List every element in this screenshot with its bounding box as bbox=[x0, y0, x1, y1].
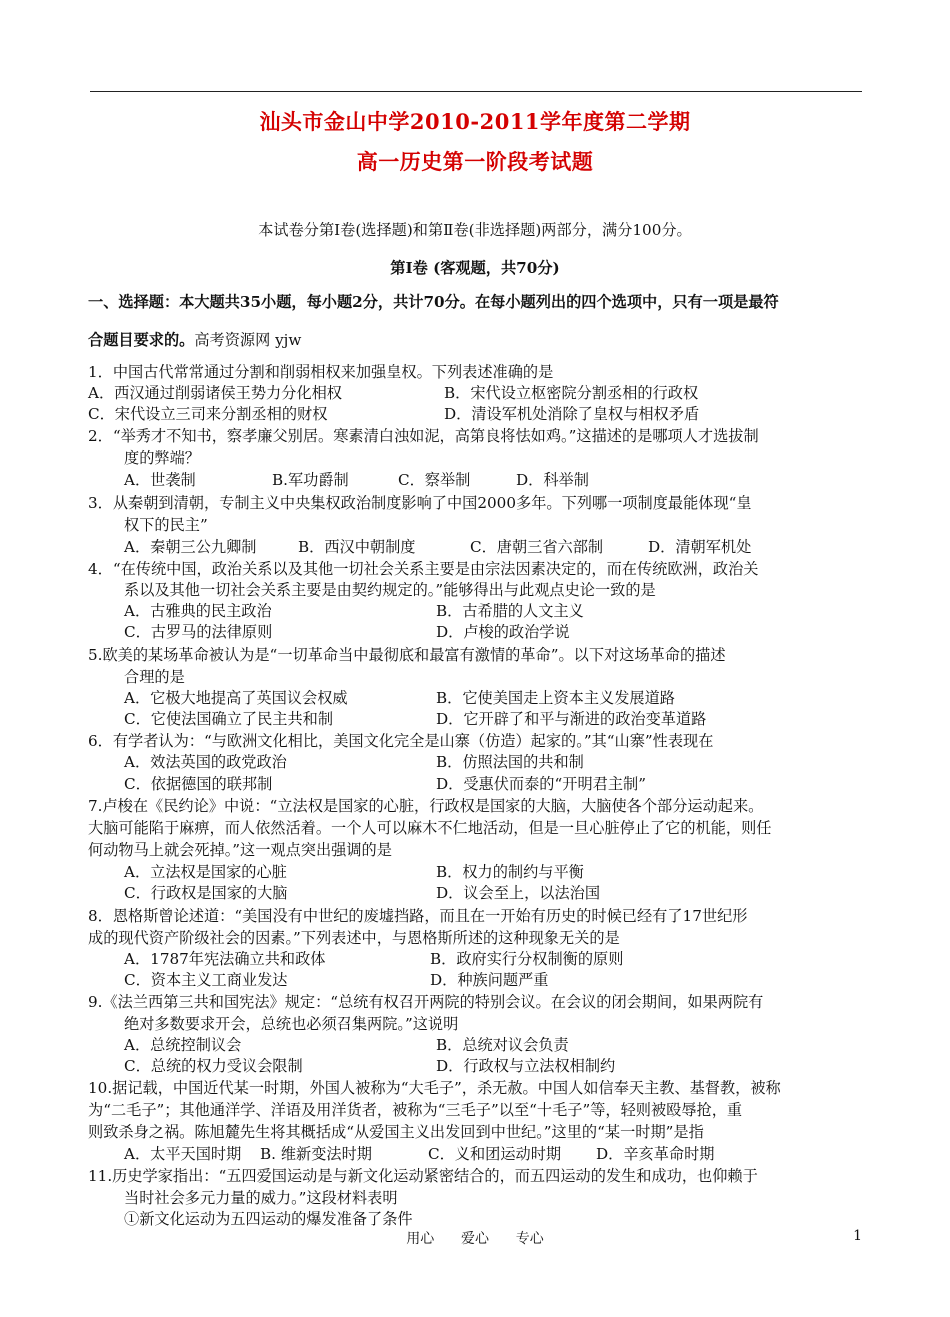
q2-option-a: A．世袭制 bbox=[124, 471, 196, 489]
q3-option-b: B．西汉中朝制度 bbox=[298, 538, 416, 556]
q11-item-1: ①新文化运动为五四运动的爆发准备了条件 bbox=[124, 1210, 413, 1228]
q3-stem-line1: 3．从秦朝到清朝，专制主义中央集权政治制度影响了中国2000多年。下列哪一项制度最能体现“皇 bbox=[88, 494, 752, 512]
q2-option-b: B.军功爵制 bbox=[272, 471, 349, 489]
q7-stem-line1: 7.卢梭在《民约论》中说：“立法权是国家的心脏，行政权是国家的大脑，大脑使各个部分运动起来。 bbox=[88, 797, 764, 815]
footer-slogan: 用心 爱心 专心 bbox=[406, 1231, 544, 1247]
q10-stem-line1: 10.据记载，中国近代某一时期，外国人被称为“大毛子”，杀无赦。中国人如信奉天主教、基督教，被称 bbox=[88, 1079, 781, 1097]
exam-title-line2: 高一历史第一阶段考试题 bbox=[356, 149, 594, 174]
q10-option-d: D．辛亥革命时期 bbox=[596, 1145, 715, 1163]
q4-option-c: C．古罗马的法律原则 bbox=[124, 623, 273, 641]
q7-stem-line2: 大脑可能陷于麻痹，而人依然活着。一个人可以麻木不仁地活动，但是一旦心脏停止了它的机能，则任 bbox=[88, 819, 772, 837]
q6-option-c: C．依据德国的联邦制 bbox=[124, 775, 273, 793]
q1-option-b: B．宋代设立枢密院分割丞相的行政权 bbox=[444, 384, 699, 402]
q10-option-a: A．太平天国时期 bbox=[124, 1145, 242, 1163]
q7-option-d: D．议会至上，以法治国 bbox=[436, 884, 601, 902]
q3-option-d: D．清朝军机处 bbox=[648, 538, 752, 556]
q5-option-c: C．它使法国确立了民主共和制 bbox=[124, 710, 334, 728]
q2-option-d: D．科举制 bbox=[516, 471, 589, 489]
q9-option-b: B．总统对议会负责 bbox=[436, 1036, 569, 1054]
q9-stem-line2: 绝对多数要求开会，总统也必须召集两院。”这说明 bbox=[124, 1015, 459, 1033]
q9-stem-line1: 9.《法兰西第三共和国宪法》规定：“总统有权召开两院的特别会议。在会议的闭会期间，如果两院有 bbox=[88, 993, 764, 1011]
q6-option-a: A．效法英国的政党政治 bbox=[124, 753, 287, 771]
intro-text: 本试卷分第Ⅰ卷(选择题)和第Ⅱ卷(非选择题)两部分，满分100分。 bbox=[258, 221, 692, 239]
q8-stem-line1: 8．恩格斯曾论述道：“美国没有中世纪的废墟挡路，而且在一开始有历史的时候已经有了17世纪形 bbox=[88, 907, 748, 925]
q10-stem-line2: 为“二毛子”；其他通洋学、洋语及用洋货者，被称为“三毛子”以至“十毛子”等，轻则被殴辱抢，重 bbox=[88, 1101, 743, 1119]
header-rule bbox=[90, 91, 862, 92]
q10-option-b: B. 维新变法时期 bbox=[260, 1145, 372, 1163]
q11-stem-line2: 当时社会多元力量的威力。”这段材料表明 bbox=[124, 1189, 398, 1207]
q4-option-a: A．古雅典的民主政治 bbox=[124, 602, 272, 620]
q1-stem: 1．中国古代常常通过分割和削弱相权来加强皇权。下列表述准确的是 bbox=[88, 363, 554, 381]
q9-option-a: A．总统控制议会 bbox=[124, 1036, 242, 1054]
q7-stem-line3: 何动物马上就会死掉。”这一观点突出强调的是 bbox=[88, 841, 392, 859]
q1-option-c: C．宋代设立三司来分割丞相的财权 bbox=[88, 405, 328, 423]
q9-option-c: C．总统的权力受议会限制 bbox=[124, 1057, 303, 1075]
q5-stem-line2: 合理的是 bbox=[124, 668, 185, 686]
q1-option-a: A．西汉通过削弱诸侯王势力分化相权 bbox=[88, 384, 342, 402]
q2-stem-line1: 2．“举秀才不知书，察孝廉父别居。寒素清白浊如泥，高第良将怯如鸡。”这描述的是哪项人才选拔制 bbox=[88, 427, 759, 445]
q8-option-d: D．种族问题严重 bbox=[430, 971, 549, 989]
q3-stem-line2: 权下的民主” bbox=[124, 516, 208, 534]
q8-stem-line2: 成的现代资产阶级社会的因素。”下列表述中，与恩格斯所述的这种现象无关的是 bbox=[88, 929, 620, 947]
q9-option-d: D．行政权与立法权相制约 bbox=[436, 1057, 616, 1075]
q5-stem-line1: 5.欧美的某场革命被认为是“一切革命当中最彻底和最富有激情的革命”。以下对这场革命的描述 bbox=[88, 646, 726, 664]
exam-title-line1: 汕头市金山中学2010-2011学年度第二学期 bbox=[259, 109, 691, 134]
q6-option-d: D．受惠伏而泰的“开明君主制” bbox=[436, 775, 646, 793]
q3-option-c: C．唐朝三省六部制 bbox=[470, 538, 604, 556]
q6-option-b: B．仿照法国的共和制 bbox=[436, 753, 584, 771]
q4-stem-line1: 4．“在传统中国，政治关系以及其他一切社会关系主要是由宗法因素决定的，而在传统欧洲，政治关 bbox=[88, 560, 759, 578]
q8-option-a: A．1787年宪法确立共和政体 bbox=[124, 950, 326, 968]
section-title: 第Ⅰ卷 (客观题，共70分) bbox=[390, 259, 560, 277]
q4-stem-line2: 系以及其他一切社会关系主要是由契约规定的。”能够得出与此观点史论一致的是 bbox=[124, 581, 656, 599]
q2-option-c: C．察举制 bbox=[398, 471, 471, 489]
q6-stem: 6．有学者认为：“与欧洲文化相比，美国文化完全是山寨（仿造）起家的。”其“山寨”性表现在 bbox=[88, 732, 714, 750]
q5-option-d: D．它开辟了和平与渐进的政治变革道路 bbox=[436, 710, 707, 728]
instructions-source: 高考资源网 yjw bbox=[194, 331, 302, 349]
instructions-bold: 合题目要求的。 bbox=[88, 331, 195, 349]
q1-option-d: D．清设军机处消除了皇权与相权矛盾 bbox=[444, 405, 700, 423]
q10-option-c: C．义和团运动时期 bbox=[428, 1145, 562, 1163]
instructions-line1: 一、选择题：本大题共35小题，每小题2分，共计70分。在每小题列出的四个选项中，只有一项是最符 bbox=[88, 293, 779, 311]
q4-option-d: D．卢梭的政治学说 bbox=[436, 623, 570, 641]
q7-option-c: C．行政权是国家的大脑 bbox=[124, 884, 288, 902]
q8-option-c: C．资本主义工商业发达 bbox=[124, 971, 288, 989]
q3-option-a: A．秦朝三公九卿制 bbox=[124, 538, 257, 556]
q2-stem-line2: 度的弊端？ bbox=[124, 449, 200, 467]
q7-option-b: B．权力的制约与平衡 bbox=[436, 863, 584, 881]
q7-option-a: A．立法权是国家的心脏 bbox=[124, 863, 287, 881]
instructions-line2 bbox=[88, 330, 301, 351]
q5-option-a: A．它极大地提高了英国议会权威 bbox=[124, 689, 348, 707]
q10-stem-line3: 则致杀身之祸。陈旭麓先生将其概括成“从爱国主义出发回到中世纪。”这里的“某一时期”是指 bbox=[88, 1123, 704, 1141]
q4-option-b: B．古希腊的人文主义 bbox=[436, 602, 584, 620]
q5-option-b: B．它使美国走上资本主义发展道路 bbox=[436, 689, 675, 707]
page-number: 1 bbox=[853, 1228, 862, 1244]
q11-stem-line1: 11.历史学家指出：“五四爱国运动是与新文化运动紧密结合的，而五四运动的发生和成功，也仰赖于 bbox=[88, 1167, 758, 1185]
q8-option-b: B．政府实行分权制衡的原则 bbox=[430, 950, 624, 968]
